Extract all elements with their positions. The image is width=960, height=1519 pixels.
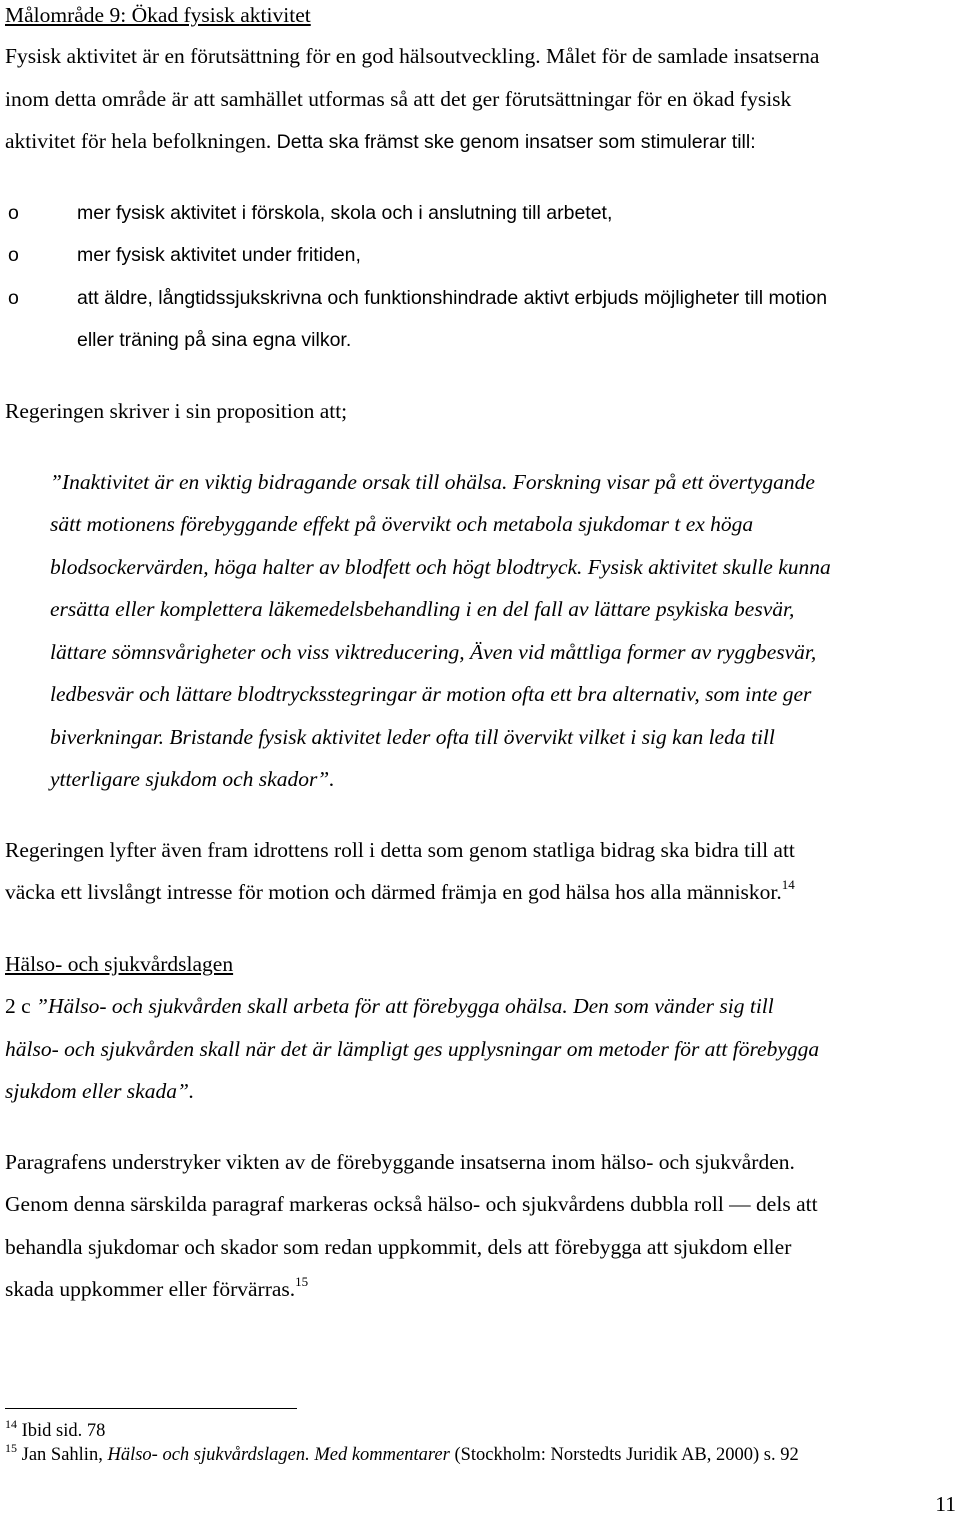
- paragraf-line-1: Paragrafens understryker vikten av de förebyggande insatserna inom hälso- och sjukvården.: [5, 1150, 795, 1174]
- hsl-section-number: 2 c: [5, 994, 37, 1018]
- bullet-item-3-line-2: eller träning på sina egna vilkor.: [77, 329, 352, 351]
- footnote-14-text: Ibid sid. 78: [17, 1421, 106, 1441]
- paragraf-line-3: behandla sjukdomar och skador som redan uppkommit, dels att förebygga att sjukdom eller: [5, 1235, 792, 1259]
- intro-line-3b: Detta ska främst ske genom insatser som stimulerar till:: [276, 131, 756, 153]
- quote-line-1: ”Inaktivitet är en viktig bidragande orsak till ohälsa. Forskning visar på ett övertygande: [50, 470, 815, 494]
- footnote-ref-14[interactable]: 14: [781, 877, 795, 892]
- footnote-15-author: Jan Sahlin,: [17, 1445, 108, 1465]
- quote-line-6: ledbesvär och lättare blodtrycksstegringar är motion ofta ett bra alternativ, som inte ger: [50, 682, 812, 706]
- idrott-line-2-text: väcka ett livslångt intresse för motion och därmed främja en god hälsa hos alla människor.: [5, 880, 782, 904]
- bullet-item-3-line-1: att äldre, långtidssjukskrivna och funktionshindrade aktivt erbjuds möjligheter till motion: [77, 287, 828, 309]
- intro-line-3a: aktivitet för hela befolkningen.: [5, 129, 272, 153]
- hsl-quote-line-1: [5, 993, 774, 1019]
- quote-line-8: ytterligare sjukdom och skador”.: [50, 767, 335, 791]
- bullet-marker-1: o: [8, 202, 19, 224]
- intro-line-2: inom detta område är att samhället utformas så att det ger förutsättningar för en ökad fysisk: [5, 87, 792, 111]
- bullet-marker-2: o: [8, 244, 19, 266]
- hsl-quote-line-2: hälso- och sjukvården skall när det är lämpligt ges upplysningar om metoder för att förebygga: [5, 1037, 820, 1061]
- intro-line-3: [5, 128, 756, 155]
- quote-line-4: ersätta eller komplettera läkemedelsbehandling i en del fall av lättare psykiska besvär,: [50, 597, 795, 621]
- proposition-intro: Regeringen skriver i sin proposition att;: [5, 399, 348, 423]
- footnote-15-rest: (Stockholm: Norstedts Juridik AB, 2000) s. 92: [449, 1445, 799, 1465]
- paragraf-line-4-text: skada uppkommer eller förvärras.: [5, 1277, 296, 1301]
- bullet-item-2: mer fysisk aktivitet under fritiden,: [77, 244, 361, 266]
- quote-line-3: blodsockervärden, höga halter av blodfett och högt blodtryck. Fysisk aktivitet skulle kunna: [50, 555, 831, 579]
- footnote-ref-15[interactable]: 15: [295, 1274, 309, 1289]
- quote-line-5: lättare sömnsvårigheter och viss viktreducering, Även vid måttliga former av ryggbesvär,: [50, 640, 817, 664]
- footnote-15: [5, 1441, 799, 1467]
- footnote-15-number: 15: [5, 1441, 17, 1455]
- hsl-quote-line-1-text: ”Hälso- och sjukvården skall arbeta för att förebygga ohälsa. Den som vänder sig till: [36, 994, 774, 1018]
- page-number: 11: [935, 1492, 956, 1516]
- footnote-separator: [5, 1408, 297, 1409]
- paragraf-line-2: Genom denna särskilda paragraf markeras också hälso- och sjukvårdens dubbla roll — dels att: [5, 1192, 818, 1216]
- footnote-15-title: Hälso- och sjukvårdslagen. Med kommentarer: [107, 1445, 450, 1465]
- quote-line-7: biverkningar. Bristande fysisk aktivitet leder ofta till övervikt vilket i sig kan leda till: [50, 725, 775, 749]
- hsl-heading: Hälso- och sjukvårdslagen: [5, 952, 234, 976]
- paragraf-line-4: [5, 1276, 308, 1305]
- bullet-marker-3: o: [8, 287, 19, 309]
- footnote-14: [5, 1417, 106, 1443]
- idrott-line-1: Regeringen lyfter även fram idrottens roll i detta som genom statliga bidrag ska bidra till att: [5, 838, 795, 862]
- quote-line-2: sätt motionens förebyggande effekt på övervikt och metabola sjukdomar t ex höga: [50, 512, 754, 536]
- section-heading: Målområde 9: Ökad fysisk aktivitet: [5, 3, 311, 27]
- bullet-item-1: mer fysisk aktivitet i förskola, skola och i anslutning till arbetet,: [77, 202, 613, 224]
- idrott-line-2: [5, 879, 795, 908]
- footnote-14-number: 14: [5, 1417, 17, 1431]
- hsl-quote-line-3: sjukdom eller skada”.: [5, 1079, 195, 1103]
- intro-line-1: Fysisk aktivitet är en förutsättning för en god hälsoutveckling. Målet för de samlade insatserna: [5, 44, 820, 68]
